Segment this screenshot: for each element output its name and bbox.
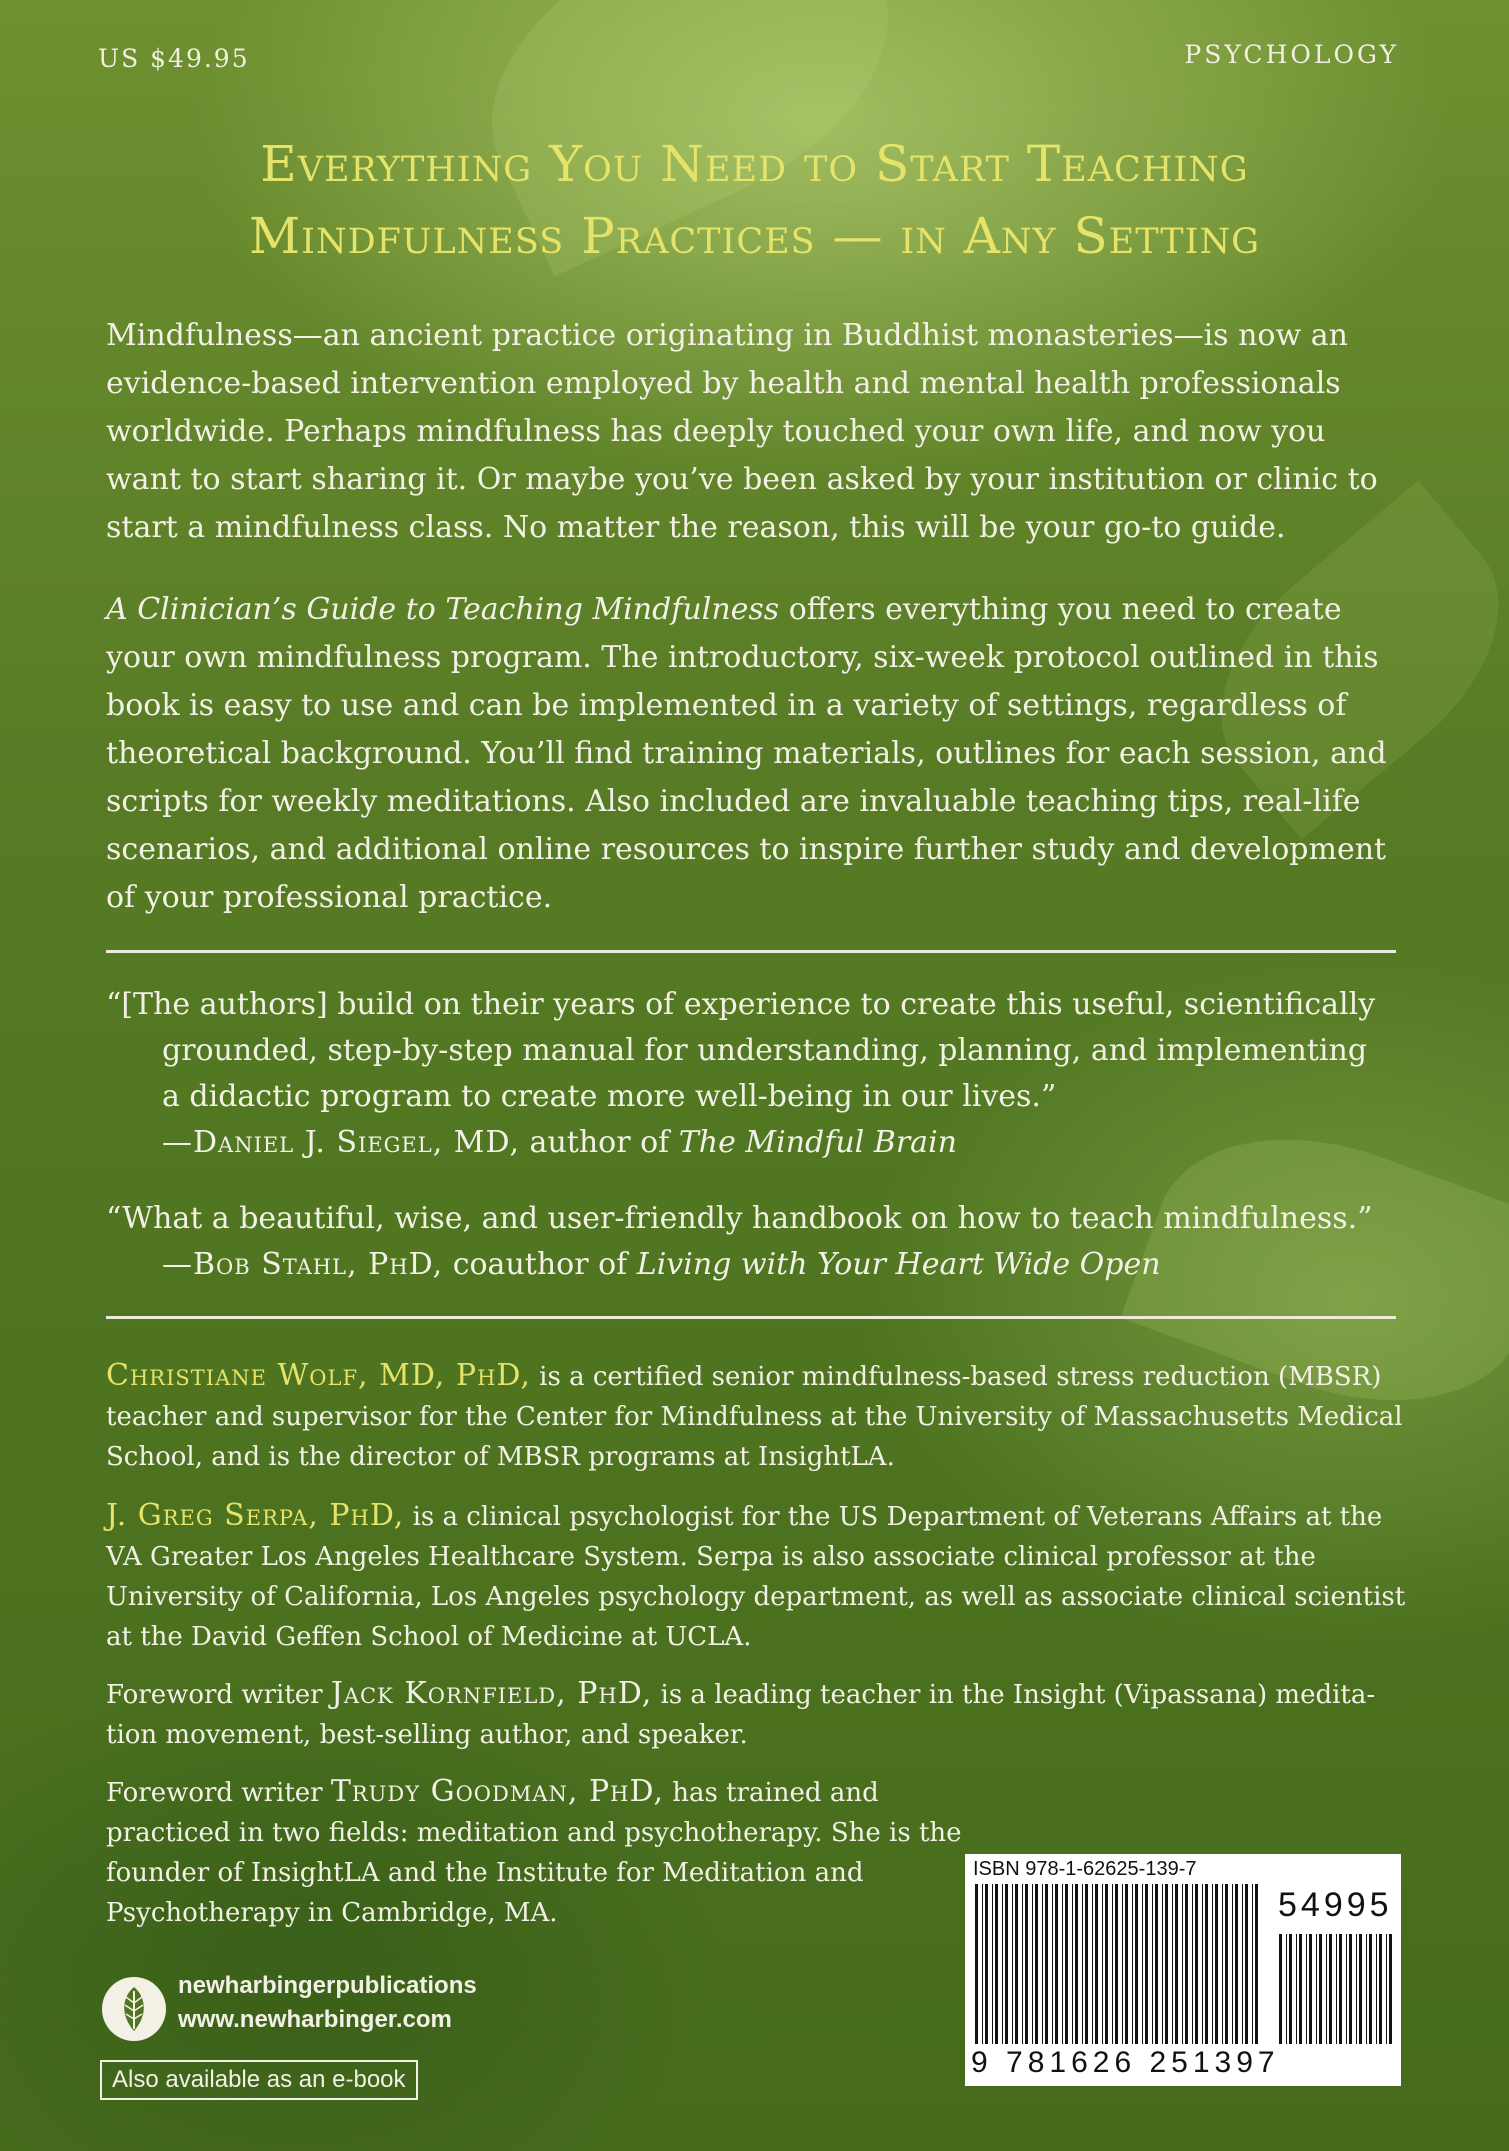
quote-role: author of	[520, 1125, 679, 1160]
quote-author: —Bob Stahl, PhD,	[162, 1247, 444, 1282]
ean-number: 9 781626 251397	[971, 2046, 1280, 2079]
divider-bottom	[106, 1316, 1396, 1319]
category-label: PSYCHOLOGY	[1184, 40, 1399, 69]
author-name: Christiane Wolf, MD, PhD,	[106, 1358, 531, 1393]
description-paragraph-1: Mindfulness—an ancient practice originating in Buddhist monasteries—is now an evidence-based intervention employed by health and mental health professionals worldwide. Perhaps mindfulness has deeply touched your own life, and now you want to start sharing it. Or maybe you’ve been asked by your institution or clinic to start a mindfulness class. No matter the reason, this will be your go-to guide.	[106, 318, 1378, 545]
description-paragraph-2	[106, 586, 1406, 922]
foreword-writer-name: Trudy Goodman, PhD,	[330, 1774, 664, 1809]
publisher-name: newharbingerpublications	[178, 1972, 477, 1999]
author-name: J. Greg Serpa, PhD,	[106, 1498, 405, 1533]
quote-first-line: “[The authors] build on their years of experience to create this useful, scientifically	[106, 987, 1376, 1022]
quote-attribution	[106, 1120, 1386, 1166]
foreword-writer-name: Jack Kornfield, PhD,	[330, 1676, 653, 1711]
foreword-bio-goodman	[106, 1772, 986, 1933]
endorsement-quote-2	[106, 1196, 1386, 1288]
headline-line-2: Mindfulness Practices — in Any Setting	[248, 207, 1261, 265]
foreword-bio-text: has trained and practiced in two fields: meditation and psychotherapy. She is the founder of InsightLA and the Institute for Meditation and Psychotherapy in Cambridge, MA.	[106, 1778, 962, 1928]
publisher-url[interactable]: www.newharbinger.com	[178, 2006, 452, 2033]
barcode-panel	[965, 1854, 1401, 2086]
quote-book: Living with Your Heart Wide Open	[636, 1247, 1161, 1282]
description-text: offers everything you need to create your own mindfulness program. The introductory, six-week protocol outlined in this book is easy to use and can be implemented in a variety of settings, regardless of theoretical background. You’ll find training materials, outlines for each session, and scripts for weekly meditations. Also included are invaluable teaching tips, real-life scenarios, and additional online resources to inspire further study and development of your professional practice.	[106, 592, 1387, 915]
isbn-label: ISBN 978-1-62625-139-7	[973, 1858, 1197, 1880]
divider-top	[106, 950, 1396, 953]
quote-role: coauthor of	[443, 1247, 637, 1282]
foreword-bio-kornfield	[106, 1674, 1406, 1755]
headline-line-1: Everything You Need to Start Teaching	[260, 135, 1249, 193]
author-bio-wolf	[106, 1356, 1406, 1477]
quote-text: grounded, step-by-step manual for understanding, planning, and implementing a didactic program to create more well-being in our lives.”	[162, 1033, 1368, 1114]
ebook-note: Also available as an e-book	[100, 2060, 418, 2100]
endorsement-quote-1	[106, 982, 1386, 1166]
quote-author: —Daniel J. Siegel, MD,	[162, 1125, 521, 1160]
quote-first-line: “What a beautiful, wise, and user-friendly handbook on how to teach mindfulness.”	[106, 1201, 1373, 1236]
price-code: 54995	[1278, 1886, 1393, 1924]
author-bio-text: is a certified senior mindfulness-based stress reduction (MBSR) teacher and supervisor for the Center for Mindfulness at the University of Massachusetts Medical School, and is the director of MBSR programs at InsightLA.	[106, 1362, 1403, 1472]
price-barcode-icon	[1277, 1934, 1395, 2074]
bio-prefix: Foreword writer	[106, 1680, 331, 1710]
book-title: A Clinician’s Guide to Teaching Mindfulness	[106, 592, 780, 627]
price-label: US $49.95	[98, 44, 250, 73]
author-bio-serpa	[106, 1496, 1406, 1657]
barcode-icon	[973, 1884, 1263, 2044]
leaf-logo-icon	[100, 1975, 168, 2043]
author-bio-text: is a clinical psychologist for the US Department of Veterans Affairs at the VA Greater Los Angeles Healthcare System. Serpa is also associate clinical professor at the University of California, Los Angeles psychology department, as well as associate clinical scientist at the David Geffen School of Medicine at UCLA.	[106, 1502, 1406, 1652]
quote-attribution	[106, 1242, 1386, 1288]
quote-book: The Mindful Brain	[678, 1125, 957, 1160]
foreword-bio-text: is a leading teacher in the Insight (Vipassana) medita- tion movement, best-selling author, and speaker.	[106, 1680, 1376, 1750]
bio-prefix: Foreword writer	[106, 1778, 331, 1808]
